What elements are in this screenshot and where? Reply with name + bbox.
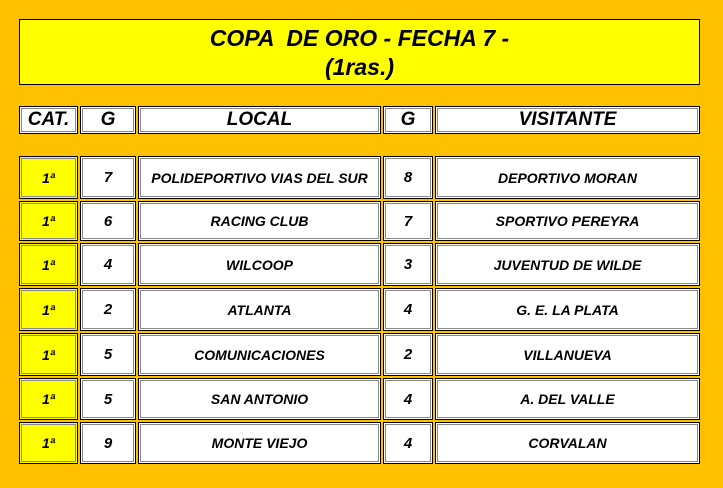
local-team-cell: WILCOOP [138,243,381,286]
header-cat: CAT. [19,106,78,134]
goals-local-cell: 4 [80,243,136,286]
goals-visitor-cell: 4 [383,378,433,420]
visitor-team-cell: A. DEL VALLE [435,378,700,420]
local-team-cell: POLIDEPORTIVO VIAS DEL SUR [138,156,381,199]
goals-local-cell: 5 [80,333,136,376]
cat-cell: 1ª [19,156,78,199]
header-visitante: VISITANTE [435,106,700,134]
local-team-cell: COMUNICACIONES [138,333,381,376]
cat-cell: 1ª [19,378,78,420]
goals-visitor-cell: 4 [383,422,433,464]
local-team-cell: MONTE VIEJO [138,422,381,464]
page-title: COPA DE ORO - FECHA 7 - [209,25,510,51]
local-team-cell: RACING CLUB [138,201,381,241]
goals-local-cell: 2 [80,288,136,331]
visitor-team-cell: SPORTIVO PEREYRA [435,201,700,241]
cat-cell: 1ª [19,422,78,464]
cat-cell: 1ª [19,333,78,376]
goals-visitor-cell: 7 [383,201,433,241]
cat-cell: 1ª [19,243,78,286]
header-goals-local: G [80,106,136,134]
header-local: LOCAL [138,106,381,134]
goals-visitor-cell: 8 [383,156,433,199]
goals-visitor-cell: 3 [383,243,433,286]
goals-local-cell: 6 [80,201,136,241]
visitor-team-cell: JUVENTUD DE WILDE [435,243,700,286]
local-team-cell: SAN ANTONIO [138,378,381,420]
goals-visitor-cell: 4 [383,288,433,331]
visitor-team-cell: VILLANUEVA [435,333,700,376]
goals-local-cell: 5 [80,378,136,420]
title-banner [19,19,700,85]
local-team-cell: ATLANTA [138,288,381,331]
goals-local-cell: 9 [80,422,136,464]
goals-local-cell: 7 [80,156,136,199]
visitor-team-cell: G. E. LA PLATA [435,288,700,331]
visitor-team-cell: DEPORTIVO MORAN [435,156,700,199]
goals-visitor-cell: 2 [383,333,433,376]
page-subtitle: (1ras.) [324,54,395,80]
visitor-team-cell: CORVALAN [435,422,700,464]
cat-cell: 1ª [19,288,78,331]
header-goals-visitor: G [383,106,433,134]
cat-cell: 1ª [19,201,78,241]
